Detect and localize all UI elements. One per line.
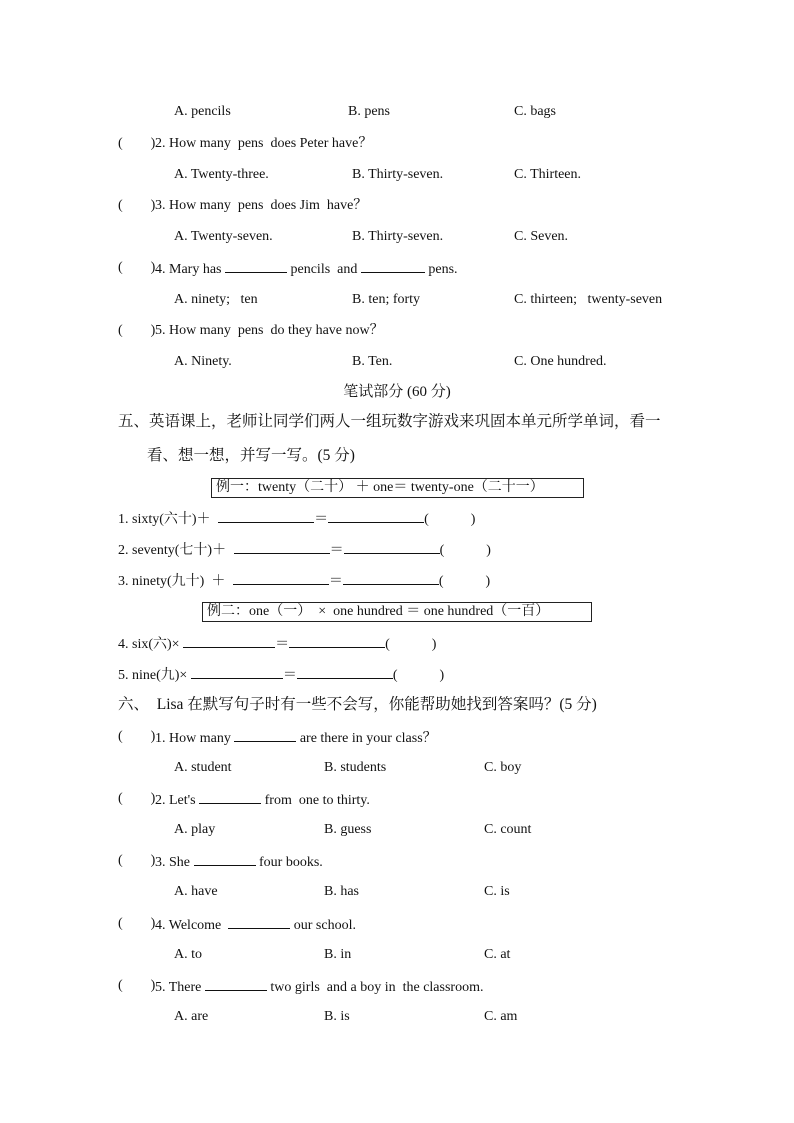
section6-heading: 六、 Lisa 在默写句子时有一些不会写，你能帮助她找到答案吗？(5 分) [118, 696, 597, 713]
blank-line[interactable] [218, 508, 314, 523]
option-c: C. Seven. [514, 229, 569, 244]
option-a: A. ninety; ten [174, 292, 258, 307]
blank-line[interactable] [191, 664, 283, 679]
option-b: B. Thirty-seven. [352, 167, 444, 182]
math-item: 5. nine(九)× ＝ ( ) [118, 664, 444, 686]
question-text: 2. How many pens does Peter have？ [155, 136, 373, 151]
blank-line[interactable] [361, 258, 425, 273]
blank-line[interactable] [297, 664, 393, 679]
blank-line[interactable] [344, 539, 440, 554]
option-a: A. student [174, 760, 232, 775]
option-b: B. Thirty-seven. [352, 229, 444, 244]
option-a: A. to [174, 947, 202, 962]
question-text: 5. There two girls and a boy in the classroom. [155, 976, 483, 998]
math-item: 3. ninety(九十) ＋ ＝ ( ) [118, 570, 490, 592]
q1-option-c: C. bags [514, 104, 556, 119]
answer-paren[interactable]: ( ) [118, 198, 156, 213]
math-item: 4. six(六)× ＝ ( ) [118, 633, 436, 655]
question-text: 5. How many pens do they have now？ [155, 323, 384, 338]
question-text: 3. How many pens does Jim have？ [155, 198, 368, 213]
option-b: B. in [324, 947, 352, 962]
blank-line[interactable] [205, 976, 267, 991]
blank-line[interactable] [228, 914, 290, 929]
option-c: C. is [484, 884, 510, 899]
question-text: 1. How many are there in your class？ [155, 727, 437, 749]
option-b: B. has [324, 884, 359, 899]
written-part-title: 笔试部分 (60 分) [343, 384, 451, 400]
answer-paren[interactable]: ( ) [118, 136, 156, 151]
answer-paren[interactable]: ( ) [118, 323, 156, 338]
answer-paren[interactable]: ( ) [118, 729, 156, 744]
option-c: C. boy [484, 760, 522, 775]
option-a: A. Ninety. [174, 354, 232, 369]
option-c: C. One hundred. [514, 354, 607, 369]
question-text: 4. Welcome our school. [155, 914, 356, 936]
option-b: B. Ten. [352, 354, 393, 369]
example-box-1: 例一：twenty（二十） ＋ one＝ twenty-one（二十一） [211, 478, 584, 498]
blank-line[interactable] [289, 633, 385, 648]
example-box-2: 例二：one（一） × one hundred ＝ one hundred（一百） [202, 602, 592, 622]
option-c: C. am [484, 1009, 518, 1024]
blank-line[interactable] [194, 851, 256, 866]
answer-paren[interactable]: ( ) [118, 978, 156, 993]
section5-heading: 五、英语课上，老师让同学们两人一组玩数字游戏来巩固本单元所学单词，看一 [118, 413, 661, 430]
answer-paren[interactable]: ( ) [118, 260, 156, 275]
answer-paren[interactable]: ( ) [118, 916, 156, 931]
option-a: A. Twenty-seven. [174, 229, 273, 244]
option-b: B. students [324, 760, 387, 775]
blank-line[interactable] [234, 539, 330, 554]
answer-paren[interactable]: ( ) [118, 853, 156, 868]
option-a: A. play [174, 822, 216, 837]
blank-line[interactable] [199, 789, 261, 804]
option-c: C. thirteen; twenty-seven [514, 292, 663, 307]
q1-option-a: A. pencils [174, 104, 231, 119]
blank-line[interactable] [233, 570, 329, 585]
option-a: A. have [174, 884, 218, 899]
answer-paren[interactable]: ( ) [118, 791, 156, 806]
blank-line[interactable] [234, 727, 296, 742]
option-c: C. at [484, 947, 511, 962]
question-text: 4. Mary has pencils and pens. [155, 258, 458, 280]
option-c: C. Thirteen. [514, 167, 582, 182]
section5-heading-cont: 看、想一想，并写一写。(5 分) [147, 447, 355, 464]
blank-line[interactable] [328, 508, 424, 523]
question-text: 2. Let's from one to thirty. [155, 789, 370, 811]
option-b: B. guess [324, 822, 372, 837]
blank-line[interactable] [225, 258, 287, 273]
option-a: A. Twenty-three. [174, 167, 269, 182]
option-a: A. are [174, 1009, 209, 1024]
blank-line[interactable] [343, 570, 439, 585]
math-item: 2. seventy(七十)＋ ＝ ( ) [118, 539, 491, 561]
q1-option-b: B. pens [348, 104, 390, 119]
option-b: B. is [324, 1009, 350, 1024]
option-b: B. ten; forty [352, 292, 421, 307]
math-item: 1. sixty(六十)＋ ＝ ( ) [118, 508, 475, 530]
blank-line[interactable] [183, 633, 275, 648]
question-text: 3. She four books. [155, 851, 323, 873]
option-c: C. count [484, 822, 532, 837]
